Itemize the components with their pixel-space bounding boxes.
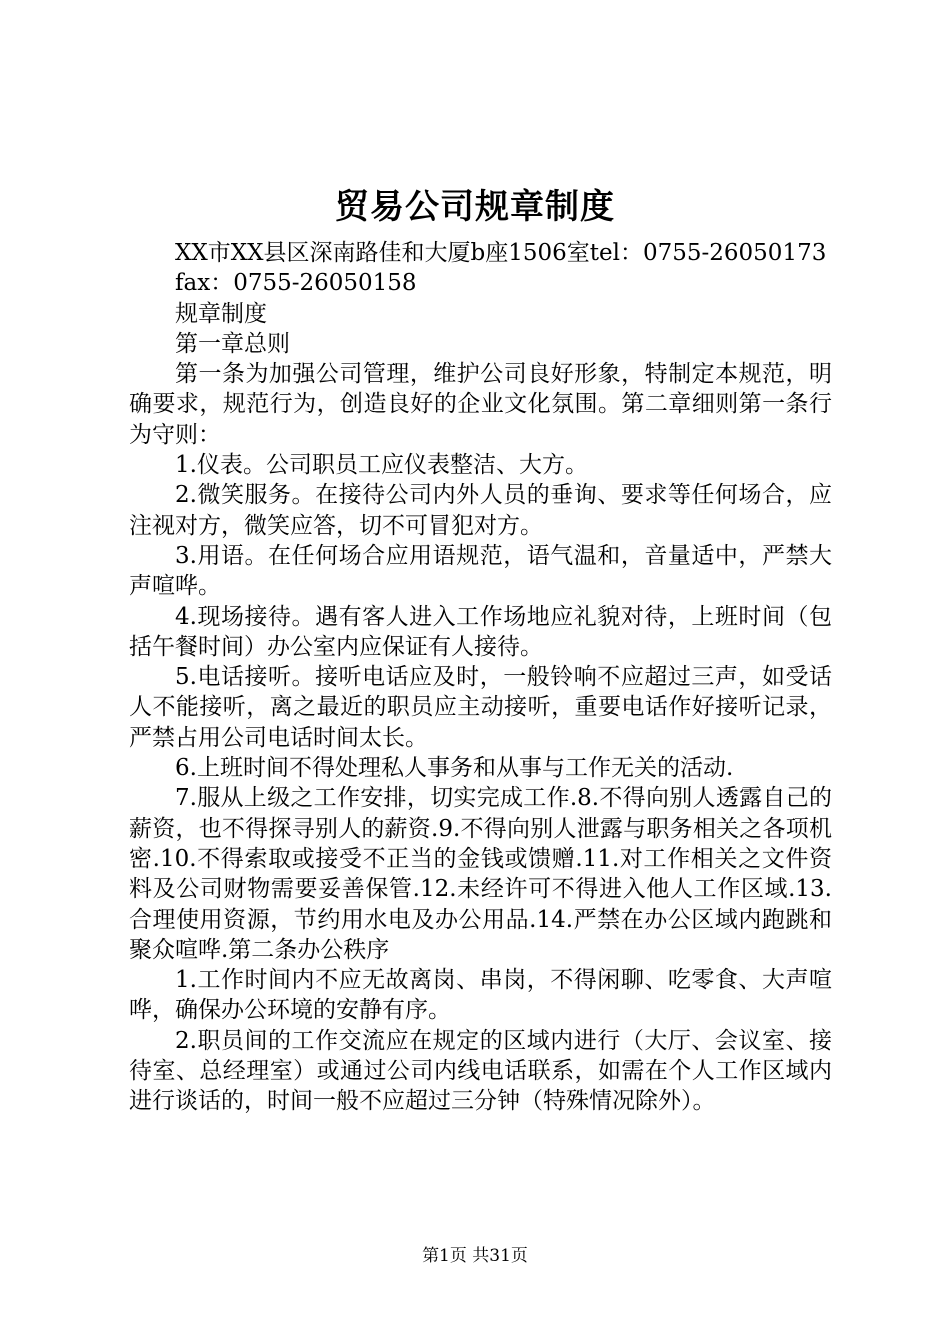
paragraph: 7.服从上级之工作安排，切实完成工作.8.不得向别人透露自己的薪资，也不得探寻别人的薪资.9.不得向别人泄露与职务相关之各项机密.10.不得索取或接受不正当的金钱或馈赠.11.对工作相关之文件资料及公司财物需要妥善保管.12.未经许可不得进入他人工作区域.13.合理使用资源，节约用水电及办公用品.14.严禁在办公区域内跑跳和聚众喧哗.第二条办公秩序 [129,785,832,963]
page-title: 贸易公司规章制度 [335,187,615,227]
paragraph: 6.上班时间不得处理私人事务和从事与工作无关的活动. [175,755,734,782]
paragraph-address: XX市XX县区深南路佳和大厦b座1506室tel：0755-26050173 [175,240,827,266]
paragraph-fax: fax：0755-26050158 [175,270,417,297]
paragraph: 2.职员间的工作交流应在规定的区域内进行（大厅、会议室、接待室、总经理室）或通过公司内线电话联系，如需在个人工作区域内进行谈话的，时间一般不应超过三分钟（特殊情况除外）。 [129,1027,832,1115]
paragraph: 5.电话接听。接听电话应及时，一般铃响不应超过三声，如受话人不能接听，离之最近的职员应主动接听，重要电话作好接听记录，严禁占用公司电话时间太长。 [129,664,832,751]
paragraph-chapter-heading: 第一章总则 [175,330,290,357]
paragraph: 2.微笑服务。在接待公司内外人员的垂询、要求等任何场合，应注视对方，微笑应答，切不可冒犯对方。 [129,482,832,539]
paragraph: 第一条为加强公司管理，维护公司良好形象，特制定本规范，明确要求，规范行为，创造良好的企业文化氛围。第二章细则第一条行为守则： [129,361,832,448]
paragraph: 1.工作时间内不应无故离岗、串岗，不得闲聊、吃零食、大声喧哗，确保办公环境的安静有序。 [129,967,832,1024]
paragraph: 4.现场接待。遇有客人进入工作场地应礼貌对待，上班时间（包括午餐时间）办公室内应保证有人接待。 [129,603,832,660]
document-body [129,238,832,1117]
paragraph: 1.仪表。公司职员工应仪表整洁、大方。 [175,452,588,479]
page-number-footer: 第1页 共31页 [422,1246,528,1266]
paragraph: 3.用语。在任何场合应用语规范，语气温和，音量适中，严禁大声喧哗。 [129,542,832,600]
paragraph-section-heading: 规章制度 [175,300,267,327]
